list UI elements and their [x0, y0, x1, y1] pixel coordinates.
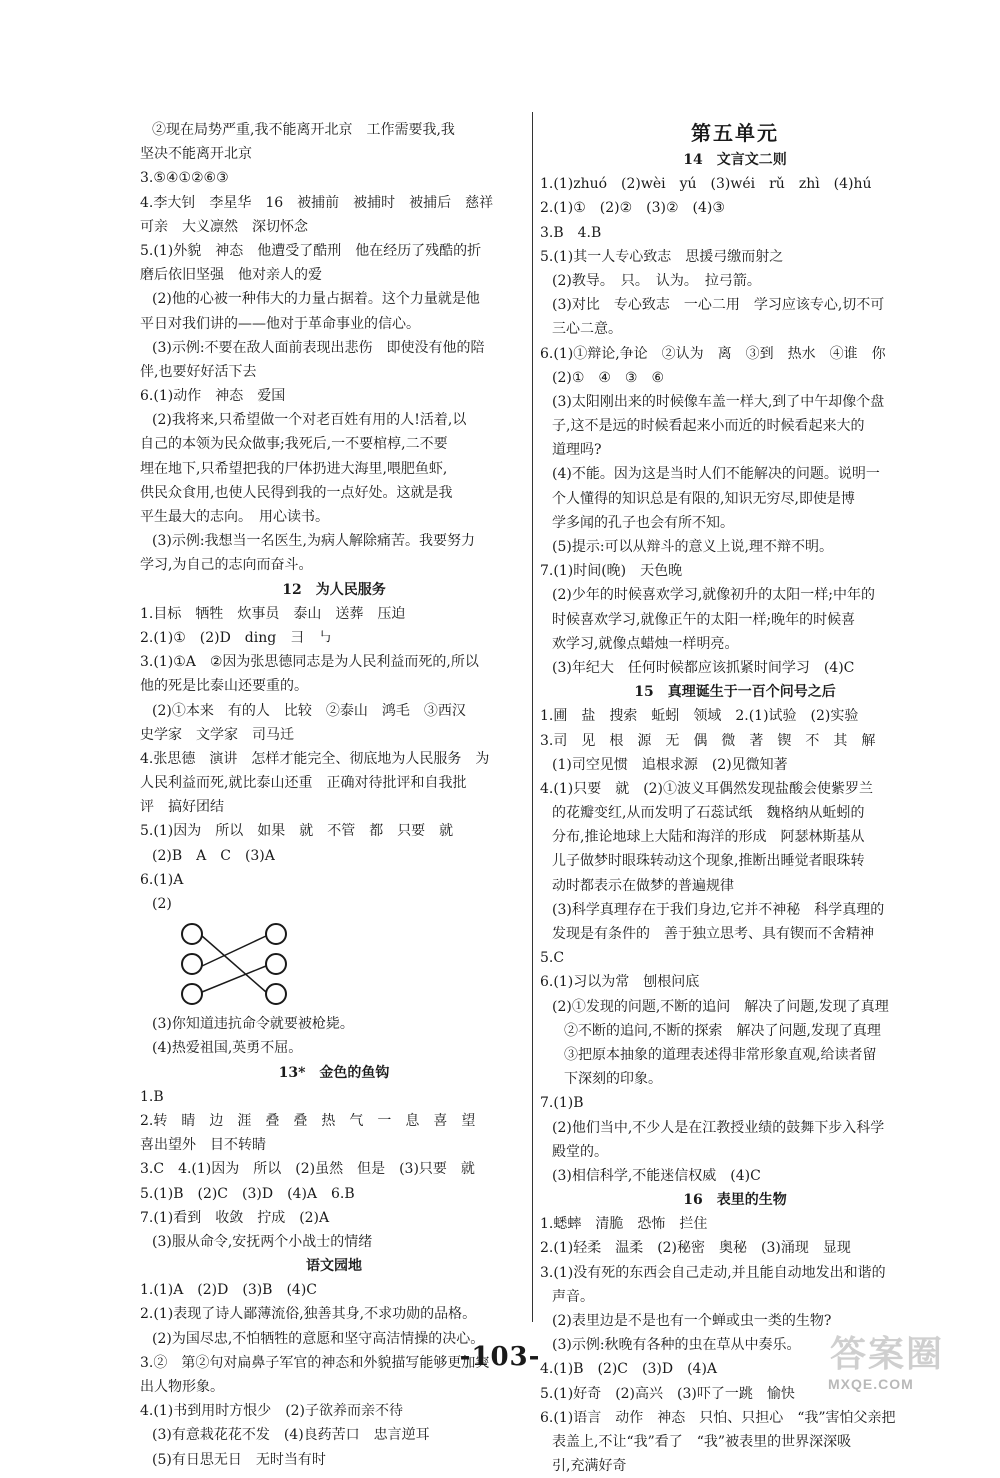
match-line-1	[202, 936, 266, 992]
answer-line: 时候喜欢学习,就像正午的太阳一样;晚年的时候喜	[552, 611, 856, 628]
answer-line: (2)我将来,只希望做一个对老百姓有用的人!活着,以	[152, 412, 467, 429]
answer-line: (2)B A C (3)A	[152, 847, 275, 864]
answer-line: (3)对比 专心致志 一心二用 学习应该专心,切不可	[552, 297, 885, 314]
answer-line: 3.(1)没有死的东西会自己走动,并且能自动地发出和谐的	[540, 1264, 886, 1281]
answer-line: (1)司空见惯 追根求源 (2)见微知著	[552, 756, 788, 773]
answer-line: 个人懂得的知识总是有限的,知识无穷尽,即使是博	[552, 490, 855, 507]
answer-line: 3.B 4.B	[540, 224, 602, 241]
answer-line: 喜出望外 目不转睛	[140, 1137, 266, 1154]
left-circle-top	[182, 924, 202, 944]
column-divider	[532, 112, 533, 1322]
answer-line: 2.转 睛 边 涯 叠 叠 热 气 一 息 喜 望	[140, 1112, 476, 1129]
answer-line: 7.(1)B	[540, 1095, 584, 1112]
answer-line: (2)表里边是不是也有一个蝉或虫一类的生物?	[552, 1313, 832, 1329]
watermark-logo: 答案圈	[830, 1334, 945, 1375]
answer-line: 3.司 见 根 源 无 偶 微 著 锲 不 其 解	[540, 732, 876, 749]
answer-line: 5.(1)B (2)C (3)D (4)A 6.B	[140, 1185, 355, 1202]
answer-line: (5)提示:可以从辩斗的意义上说,理不辩不明。	[552, 539, 833, 555]
answer-line: ③把原本抽象的道理表述得非常形象直观,给读者留	[564, 1046, 877, 1063]
answer-line: 分布,推论地球上大陆和海洋的形成 阿瑟林斯基从	[552, 829, 865, 846]
answer-line: ②现在局势严重,我不能离开北京 工作需要我,我	[152, 122, 455, 138]
answer-line: (5)有日思无日 无时当有时	[152, 1451, 326, 1468]
left-column	[140, 118, 528, 1472]
answer-line: 供民众食用,也使人民得到我的一点好处。这就是我	[140, 484, 453, 501]
answer-line: (2)他们当中,不少人是在江教授业绩的鼓舞下步入科学	[552, 1119, 885, 1136]
answer-line: 1.(1)zhuó (2)wèi yú (3)wéi rǔ zhì (4)hú	[540, 176, 872, 193]
answer-line: ②不断的追问,不断的探索 解决了问题,发现了真理	[564, 1022, 881, 1039]
answer-line: (2)他的心被一种伟大的力量占据着。这个力量就是他	[152, 291, 480, 308]
answer-line: 3.C 4.(1)因为 所以 (2)虽然 但是 (3)只要 就	[140, 1161, 475, 1178]
answer-line: 出人物形象。	[140, 1379, 224, 1395]
answer-line: 他的死是比泰山还要重的。	[140, 678, 308, 695]
answer-line: 学习,为自己的志向而奋斗。	[140, 557, 313, 574]
answer-line: 人民利益而死,就比泰山还重 正确对待批评和自我批	[140, 775, 467, 792]
answer-line: (3)示例:秋晚有各种的虫在草从中奏乐。	[552, 1337, 801, 1354]
answer-line: (3)相信科学,不能迷信权威 (4)C	[552, 1167, 761, 1184]
answer-line: 4.李大钊 李星华 16 被捕前 被捕时 被捕后 慈祥	[140, 194, 494, 211]
answer-line: 埋在地下,只希望把我的尸体扔进大海里,喂肥鱼虾,	[140, 460, 448, 477]
answer-line: 三心二意。	[552, 321, 622, 338]
left-circle-middle	[182, 954, 202, 974]
answer-line: 1.目标 牺牲 炊事员 泰山 送葬 压迫	[140, 605, 406, 622]
answer-line: 7.(1)时间(晚) 天色晚	[540, 563, 683, 580]
answer-line: 3.② 第②句对扁鼻子军官的神态和外貌描写能够更加突	[140, 1354, 490, 1371]
answer-line: 5.(1)好奇 (2)高兴 (3)吓了一跳 愉快	[540, 1385, 795, 1402]
unit-title: 第五单元	[691, 121, 779, 145]
answer-line: (3)年纪大 任何时候都应该抓紧时间学习 (4)C	[552, 659, 855, 676]
right-column	[540, 118, 930, 1478]
answer-line: 6.(1)①辩论,争论 ②认为 离 ③到 热水 ④谁 你	[540, 345, 886, 362]
answer-line: 儿子做梦时眼珠转动这个现象,推断出睡觉者眼珠转	[552, 853, 865, 870]
answer-line: 评 搞好团结	[140, 799, 224, 816]
answer-line: 殿堂的。	[552, 1143, 608, 1160]
answer-line: 4.(1)书到用时方恨少 (2)子欲养而亲不待	[140, 1403, 404, 1420]
answer-line: 5.(1)其一人专心致志 思援弓缴而射之	[540, 248, 784, 265]
answer-line: 平日对我们讲的——他对于革命事业的信心。	[140, 315, 420, 332]
answer-line: 6.(1)习以为常 刨根问底	[540, 974, 700, 991]
answer-line: 6.(1)A	[140, 871, 184, 888]
answer-line: 平生最大的志向。 用心读书。	[140, 509, 329, 525]
answer-line: 5.(1)因为 所以 如果 就 不管 都 只要 就	[140, 823, 454, 840]
answer-line: 4.(1)B (2)C (3)D (4)A	[540, 1361, 718, 1378]
section-title-16: 16 表里的生物	[683, 1192, 787, 1209]
circle-matching-diagram	[180, 922, 290, 1006]
right-circle-bottom	[266, 984, 286, 1004]
answer-line: 可亲 大义凛然 深切怀念	[140, 218, 308, 235]
answer-line: (2)少年的时候喜欢学习,就像初升的太阳一样;中年的	[552, 587, 875, 604]
answer-line: 的花瓣变红,从而发明了石蕊试纸 魏格纳从蚯蚓的	[552, 805, 865, 822]
section-title-12: 12 为人民服务	[282, 581, 386, 598]
answer-line: 2.(1)表现了诗人鄙薄流俗,独善其身,不求功勋的品格。	[140, 1306, 477, 1323]
answer-line: 下深刻的印象。	[564, 1071, 662, 1088]
answer-line: (3)示例:我想当一名医生,为病人解除痛苦。我要努力	[152, 533, 475, 550]
watermark-url: MXQE.COM	[828, 1376, 914, 1392]
section-title-14: 14 文言文二则	[683, 152, 787, 168]
answer-line: (4)不能。因为这是当时人们不能解决的问题。说明一	[552, 466, 880, 483]
section-title-yuwen-yuandi: 语文园地	[306, 1258, 362, 1275]
right-circle-top	[266, 924, 286, 944]
section-title-15: 15 真理诞生于一百个问号之后	[634, 684, 836, 701]
answer-line: 4.(1)只要 就 (2)①波义耳偶然发现盐酸会使紫罗兰	[540, 780, 874, 797]
answer-line: 坚决不能离开北京	[140, 146, 252, 163]
answer-line: 3.⑤④①②⑥③	[140, 170, 229, 187]
answer-line: 史学家 文学家 司马迁	[140, 726, 294, 743]
answer-line: (4)热爱祖国,英勇不屈。	[152, 1040, 303, 1057]
match-line-2	[202, 936, 266, 966]
match-line-3	[202, 966, 266, 992]
answer-line: (2)为国尽忠,不怕牺牲的意愿和坚守高洁情操的决心。	[152, 1330, 485, 1347]
section-title-13: 13* 金色的鱼钩	[278, 1064, 390, 1081]
right-circle-middle	[266, 954, 286, 974]
answer-line: (3)你知道违抗命令就要被枪毙。	[152, 1016, 354, 1033]
answer-line: 磨后依旧坚强 他对亲人的爱	[140, 267, 322, 284]
answer-line: (3)有意栽花花不发 (4)良药苦口 忠言逆耳	[152, 1427, 430, 1444]
answer-line: 1.(1)A (2)D (3)B (4)C	[140, 1282, 318, 1299]
answer-line: 欢学习,就像点蜡烛一样明亮。	[552, 635, 739, 652]
matching-figure	[140, 916, 528, 1012]
answer-line: 自己的本领为民众做事;我死后,一不要棺椁,二不要	[140, 436, 448, 453]
answer-line: 伴,也要好好活下去	[140, 363, 257, 380]
answer-line: 1.圃 盐 搜索 蚯蚓 领域 2.(1)试验 (2)实验	[540, 708, 859, 725]
answer-line: 7.(1)看到 收敛 拧成 (2)A	[140, 1209, 330, 1226]
page-number: -103-	[459, 1342, 541, 1372]
answer-line: (3)示例:不要在敌人面前表现出悲伤 即使没有他的陪	[152, 339, 485, 356]
answer-line: (3)太阳刚出来的时候像车盖一样大,到了中午却像个盘	[552, 393, 885, 410]
answer-line: 道理吗?	[552, 442, 602, 459]
answer-line: 3.(1)①A ②因为张思德同志是为人民利益而死的,所以	[140, 654, 479, 671]
answer-line: (3)科学真理存在于我们身边,它并不神秘 科学真理的	[552, 901, 885, 918]
answer-line: 2.(1)① (2)② (3)② (4)③	[540, 200, 725, 217]
answer-line: 学多闻的孔子也会有所不知。	[552, 514, 734, 531]
answer-line: 6.(1)语言 动作 神态 只怕、只担心 “我”害怕父亲把	[540, 1409, 896, 1426]
answer-line: (2)	[152, 896, 172, 912]
answer-line: (2)① ④ ③ ⑥	[552, 369, 665, 386]
answer-line: 发现是有条件的 善于独立思考、具有锲而不舍精神	[552, 926, 874, 942]
answer-line: (2)教导。 只。 认为。 拉弓箭。	[552, 272, 761, 289]
answer-line: 2.(1)轻柔 温柔 (2)秘密 奥秘 (3)涌现 显现	[540, 1240, 851, 1257]
answer-line: 5.C	[540, 950, 565, 967]
answer-line: 表盖上,不让“我”看了 “我”被表里的世界深深吸	[552, 1433, 852, 1450]
answer-line: 声音。	[552, 1288, 594, 1305]
answer-line: (3)服从命令,安抚两个小战士的情绪	[152, 1233, 373, 1250]
answer-line: 1.B	[140, 1088, 164, 1105]
answer-line: 1.蟋蟀 清脆 恐怖 拦住	[540, 1216, 708, 1233]
answer-line: 2.(1)① (2)D ding 彐 ㇉	[140, 629, 333, 646]
left-circle-bottom	[182, 984, 202, 1004]
answer-line: 子,这不是远的时候看起来小而近的时候看起来大的	[552, 418, 865, 435]
answer-line: 5.(1)外貌 神态 他遭受了酷刑 他在经历了残酷的折	[140, 242, 482, 259]
answer-line: (2)①本来 有的人 比较 ②泰山 鸿毛 ③西汉	[152, 702, 466, 719]
answer-line: 6.(1)动作 神态 爱国	[140, 388, 286, 405]
answer-line: 4.张思德 演讲 怎样才能完全、彻底地为人民服务 为	[140, 750, 490, 767]
answer-line: (2)①发现的问题,不断的追问 解决了问题,发现了真理	[552, 998, 889, 1015]
answer-line: 动时都表示在做梦的普遍规律	[552, 877, 734, 894]
answer-line: 引,充满好奇	[552, 1458, 627, 1475]
